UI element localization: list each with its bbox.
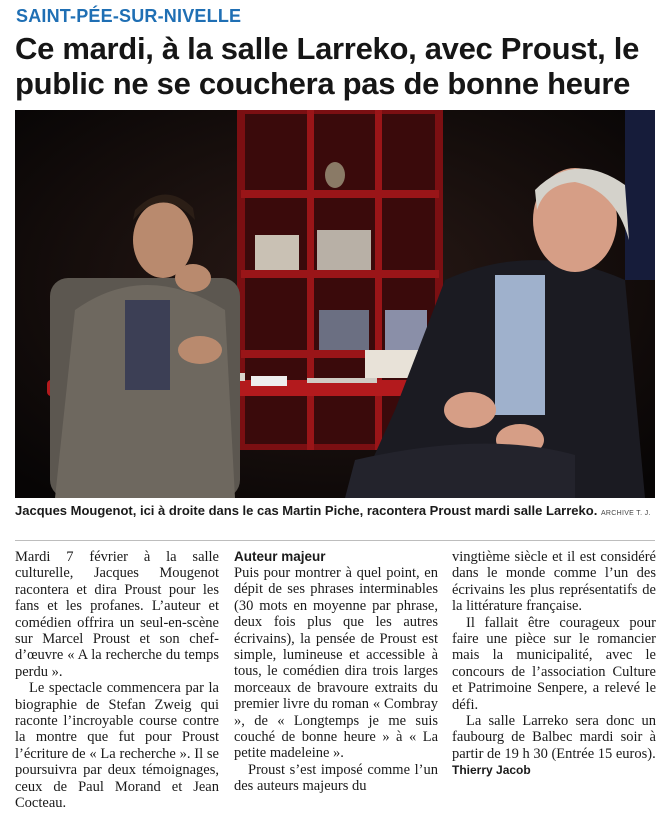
caption-text: Jacques Mougenot, ici à droite dans le cas Martin Piche, racontera Proust mardi salle Larreko. (15, 503, 598, 518)
caption-divider (15, 540, 655, 541)
paragraph: Puis pour montrer à quel point, en dépit de ses phrases interminables (30 mots en moyenne par phrase, deux fois plus que les autres écrivains), la pensée de Proust est simple, lumineuse et accessible à tous, le comédien dira trois larges morceaux de bravoure extraits du premier livre du roman « Combray », de « Longtemps je me suis couché de bonne heure » à « La petite madeleine ». (234, 565, 438, 762)
article-subhead: Auteur majeur (234, 549, 326, 564)
article-headline: Ce mardi, à la salle Larreko, avec Proust, le public ne se couchera pas de bonne heure (15, 31, 640, 101)
article-column-2 (234, 549, 438, 795)
paragraph: La salle Larreko sera donc un faubourg de Balbec mardi soir à partir de 19 h 30 (Entrée 15 euros). (452, 713, 656, 762)
paragraph: Le spectacle commencera par la biographie de Stefan Zweig qui raconte l’incroyable course contre la montre que fut pour Proust l’écriture de « La recherche ». Il se poursuivra par deux témoignages, ceux de Paul Morand et Jean Cocteau. (15, 680, 219, 812)
paragraph: Proust s’est imposé comme l’un des auteurs majeurs du (234, 761, 438, 795)
photo-caption (15, 502, 655, 522)
article-column-3 (452, 549, 656, 778)
section-kicker: SAINT-PÉE-SUR-NIVELLE (16, 6, 242, 26)
paragraph: vingtième siècle et il est considéré dans le monde comme l’un des écrivains les plus représentatifs de la littérature française. (452, 549, 656, 615)
author-signature: Thierry Jacob (452, 763, 531, 778)
paragraph: Mardi 7 février à la salle culturelle, Jacques Mougenot racontera et dira Proust pour les fans et les profanes. L’auteur et comédien offrira un seul-en-scène sur Marcel Proust et son chef-d’œuvre « A la recherche du temps perdu ». (15, 549, 219, 680)
article-photo (15, 110, 655, 498)
article-column-1 (15, 549, 219, 812)
photo-credit: ARCHIVE T. J. (600, 510, 651, 517)
paragraph: Il fallait être courageux pour faire une pièce sur le romancier mais la municipalité, avec le concours de l’association Culture et Patrimoine Senpere, a relevé le défi. (452, 614, 656, 713)
